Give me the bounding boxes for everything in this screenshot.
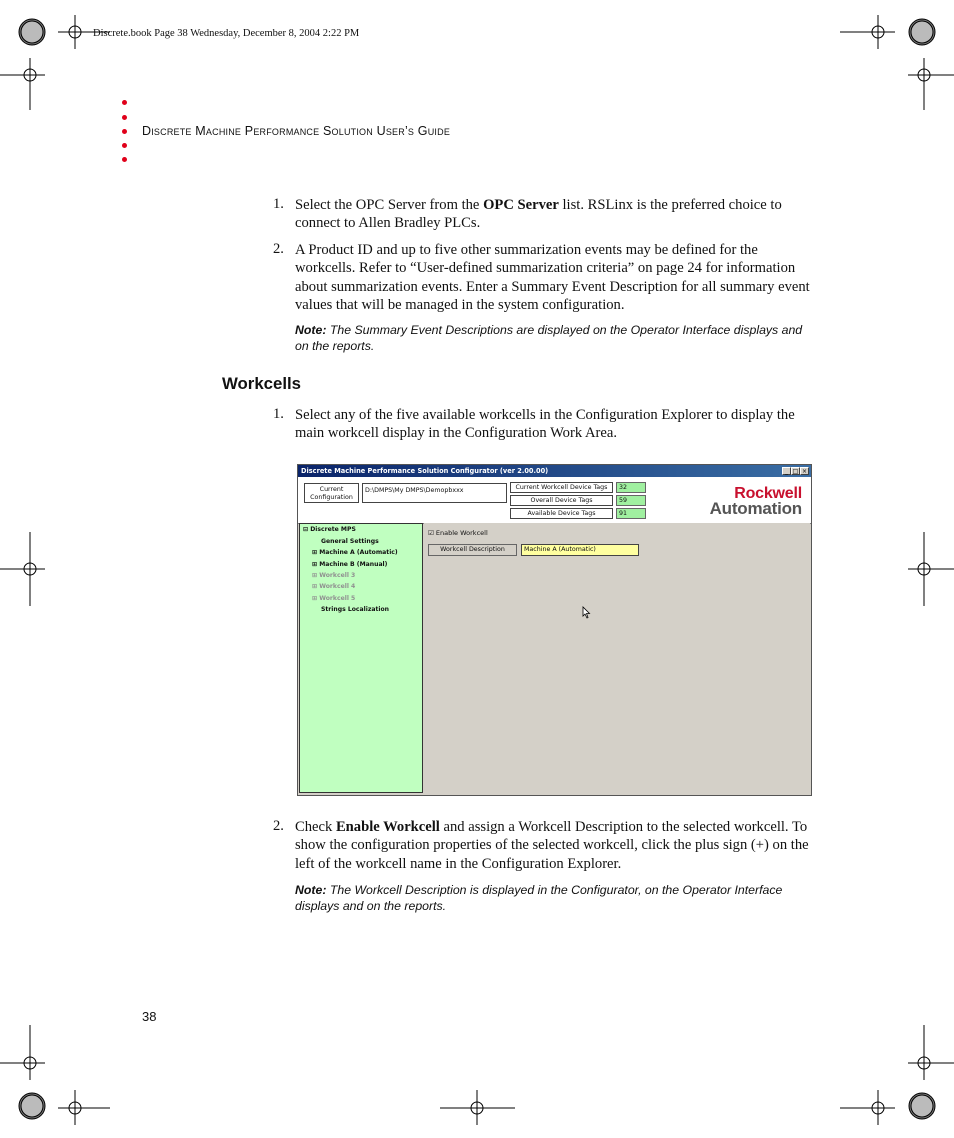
step-text — [295, 196, 815, 233]
current-device-tags-value: 32 — [616, 482, 646, 493]
tree-item-label: Machine B (Manual) — [319, 561, 388, 568]
step-text: A Product ID and up to five other summarization events may be defined for the workcells. Refer to “User-defined summarization criteria” on page 24 for information about summarization events. Enter a Summary Event Description for all summary event values that will be managed in the system configuration. — [295, 242, 810, 313]
current-device-tags-label: Current Workcell Device Tags — [510, 482, 613, 493]
config-path-field[interactable]: D:\DMPS\My DMPS\Demopbxxx — [362, 483, 507, 503]
section-heading: Workcells — [222, 374, 301, 393]
tree-item-label: Workcell 4 — [319, 583, 356, 590]
page-number: 38 — [142, 1009, 157, 1024]
step-bold: Enable Workcell — [335, 819, 440, 835]
step-number: 2. — [273, 241, 284, 257]
available-device-tags-value: 91 — [616, 508, 646, 519]
margin-dot — [122, 129, 127, 134]
tree-item-machine-a[interactable] — [312, 549, 398, 556]
configuration-explorer — [299, 523, 423, 793]
tree-item-label-selected: Machine A (Automatic) — [319, 549, 398, 556]
tree-item-workcell-4[interactable] — [312, 583, 355, 590]
note — [295, 322, 815, 355]
note-label: Note: — [295, 323, 327, 337]
checkbox-icon[interactable]: ☑ — [428, 529, 434, 537]
available-device-tags-label: Available Device Tags — [510, 508, 613, 519]
step-number: 1. — [273, 196, 284, 212]
note-text: The Summary Event Descriptions are displayed on the Operator Interface displays and on the reports. — [295, 323, 803, 354]
margin-dot — [122, 157, 127, 162]
running-head — [142, 124, 450, 138]
enable-workcell-label: Enable Workcell — [435, 529, 488, 537]
expand-icon[interactable]: ⊞ — [312, 583, 318, 590]
rockwell-logo-line2: Automation — [709, 499, 802, 518]
tree-item-label: Workcell 5 — [319, 595, 356, 602]
workcell-description-input[interactable]: Machine A (Automatic) — [521, 544, 639, 556]
step-number: 1. — [273, 406, 284, 422]
tree-item-label: Discrete MPS — [310, 526, 356, 533]
mouse-cursor-icon — [582, 606, 591, 619]
margin-dot — [122, 100, 127, 105]
configurator-screenshot — [297, 464, 812, 796]
running-head-text: Discrete Machine Performance Solution User’s Guide — [142, 124, 451, 138]
step-text-part: list. RSLinx is the preferred choice to connect to Allen Bradley PLCs. — [295, 197, 782, 232]
margin-dot — [122, 115, 127, 120]
tree-item-machine-b[interactable] — [312, 561, 387, 568]
enable-workcell-checkbox[interactable] — [428, 529, 488, 537]
overall-device-tags-value: 59 — [616, 495, 646, 506]
expand-icon[interactable]: ⊞ — [312, 549, 318, 556]
note-label: Note: — [295, 883, 327, 897]
close-button[interactable]: × — [801, 468, 808, 475]
expand-icon[interactable]: ⊞ — [312, 572, 318, 579]
minimize-button[interactable]: _ — [782, 467, 791, 475]
note-text: The Workcell Description is displayed in the Configurator, on the Operator Interface displays and on the reports. — [295, 883, 783, 914]
tree-item-workcell-3[interactable] — [312, 572, 355, 579]
note — [295, 882, 815, 915]
tree-item-general-settings[interactable]: General Settings — [321, 538, 379, 545]
tree-item-workcell-5[interactable] — [312, 595, 355, 602]
config-header — [298, 477, 811, 524]
tree-item-strings-localization[interactable]: Strings Localization — [321, 606, 390, 613]
step-bold: OPC Server — [483, 197, 559, 213]
expand-icon[interactable]: ⊞ — [312, 595, 318, 602]
step-text-part: Check — [295, 819, 336, 835]
collapse-icon[interactable]: ⊟ — [303, 526, 309, 533]
rockwell-logo-line1: Rockwell — [734, 485, 802, 502]
step-text: Select any of the five available workcells in the Configuration Explorer to display the main workcell display in the Configuration Work Area. — [295, 407, 795, 442]
window-titlebar — [298, 465, 811, 477]
current-config-label: Current Configuration — [304, 483, 359, 503]
tree-item-discrete-mps[interactable] — [303, 526, 356, 533]
step-number: 2. — [273, 818, 284, 834]
step-text-part: and assign a Workcell Description to the selected workcell. To show the configuration properties of the selected workcell, click the plus sign (+) on the left of the workcell name in the Configuration Explorer. — [295, 819, 809, 872]
step-text-part: Select the OPC Server from the — [295, 197, 484, 213]
overall-device-tags-label: Overall Device Tags — [510, 495, 613, 506]
configuration-work-area — [424, 523, 810, 793]
tree-item-label: Workcell 3 — [319, 572, 356, 579]
workcell-description-button[interactable]: Workcell Description — [428, 544, 517, 556]
maximize-button[interactable]: □ — [792, 468, 799, 475]
print-slug: Discrete.book Page 38 Wednesday, December 8, 2004 2:22 PM — [93, 28, 360, 39]
margin-dot — [122, 143, 127, 148]
window-title: Discrete Machine Performance Solution Configurator (ver 2.00.00) — [301, 467, 549, 475]
step-text — [295, 818, 815, 873]
expand-icon[interactable]: ⊞ — [312, 561, 318, 568]
